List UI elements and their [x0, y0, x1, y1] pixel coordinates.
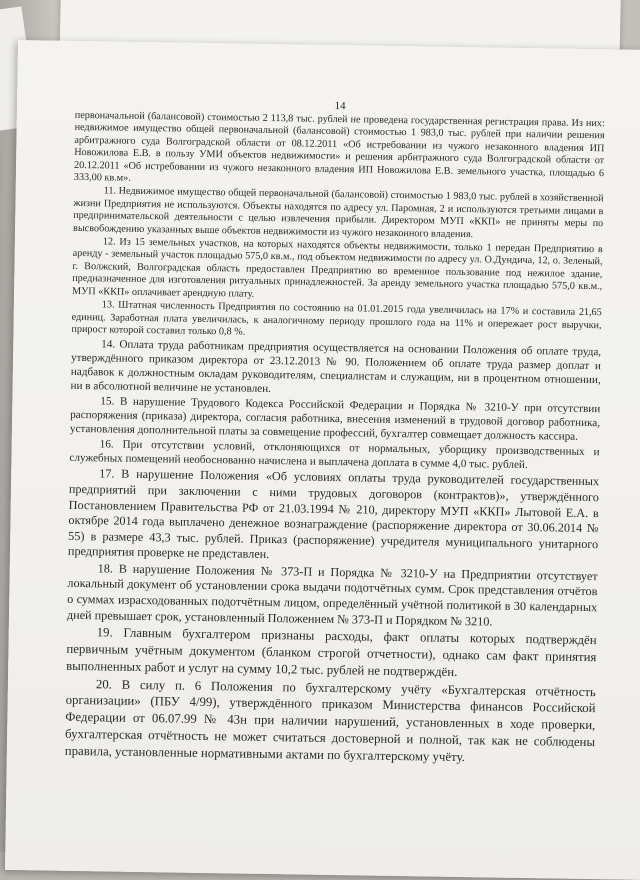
paragraph-19: 19. Главным бухгалтером признаны расходы, факт оплаты которых подтверждён первичным учётным документом (бланком строгой отчетности), однако сам факт принятия выполненных работ и услуг на сумму 10,2 тыс. рублей не подтверждён. [66, 625, 597, 679]
paragraph-18: 18. В нарушение Положения № 373-П и Порядка № 3210-У на Предприятии отсутствует локальный документ об установлении срока выдачи подотчётных сумм. Срок представления отчётов о суммах израсходованных подотчётным лицом, определённый учётной политикой в 30 календарных дней превышает срок, установленный Положением № 373-П и Порядком № 3210. [66, 561, 598, 629]
paragraph-15: 15. В нарушение Трудового Кодекса Российской Федерации и Порядка № 3210-У при отсутствии распоряжения (приказа) директора, согласия работника, внесения изменений в трудовой договор работника, установления дополнительной платы за совмещение профессий, бухгалтер совмещает должность кассира. [69, 395, 601, 444]
paragraph-intro: первоначальной (балансовой) стоимостью 2 113,8 тыс. рублей не проведена государственная регистрация права. Из них: недвижимое имущество общей первоначальной (балансовой) стоимостью 1 983,0 тыс. рублей при наличии решения арбитражного суда Волгоградской области от 08.12.2011 «Об истребовании из чужого незаконного владения ИП Новожилова Е.В. в пользу УМИ объектов недвижимости» и решения арбитражного суда Волгоградской области от 20.12.2011 «Об истребовании из чужого незаконного владения ИП Новожилова Е.В. земельного участка, площадью 6 333,00 кв.м». [73, 109, 605, 184]
paragraph-16: 16. При отсутствии условий, отклоняющихся от нормальных, уборщику производственных и служебных помещений необоснованно начислена и выплачена доплата в сумме 4,0 тыс. рублей. [69, 438, 600, 472]
document-sheet [5, 40, 640, 880]
paragraph-20: 20. В силу п. 6 Положения по бухгалтерскому учёту «Бухгалтерская отчётность организации» (ПБУ 4/99), утверждённого приказом Министерства финансов Российской Федерации от 06.07.99 № 43н при наличии нарушений, установленных в ходе проверки, бухгалтерская отчётность не может считаться достоверной и полной, так как не соблюдены правила, установленные нормативными актами по бухгалтерскому учёту. [64, 676, 596, 764]
paragraph-13: 13. Штатная численность Предприятия по состоянию на 01.01.2015 года увеличилась на 17% и составила 21,65 единиц. Заработная плата увеличилась, к аналогичному периоду прошлого года на 11% и опережает рост выручки, прирост которой составил только 0,8 %. [71, 299, 602, 338]
paragraph-11: 11. Недвижимое имущество общей первоначальной (балансовой) стоимостью 1 983,0 тыс. рублей в хозяйственной жизни Предприятия не используются. Объекты находятся по адресу ул. Паромная, 2 и используются третьими лицами в предпринимательской деятельности с целью извлечения прибыли. Директором МУП «ККП» не приняты меры по высвобождению указанных выше объектов недвижимости из чужого незаконного владения. [72, 185, 604, 240]
document-page [65, 96, 605, 769]
paragraph-17: 17. В нарушение Положения «Об условиях оплаты труда руководителей государственных предприятий при заключении с ними трудовых договоров (контрактов)», утверждённого Постановлением Правительства РФ от 21.03.1994 № 210, директору МУП «ККП» Лытовой Е.А. в октябре 2014 года выплачено денежное вознаграждение (распоряжение директора от 30.06.2014 № 55) в размере 43,3 тыс. рублей. Приказ (распоряжение) учредителя муниципального унитарного предприятия проверке не представлен. [67, 466, 600, 562]
paragraph-14: 14. Оплата труда работникам предприятия осуществляется на основании Положения об оплате труда, утверждённого приказом директора от 23.12.2013 № 90. Положением об оплате труда размер доплат и надбавок к должностным окладам руководителям, специалистам и служащим, ни в процентном отношении, ни в абсолютной величине не установлен. [70, 338, 602, 396]
paragraph-12: 12. Из 15 земельных участков, на которых находятся объекты недвижимости, только 1 передан Предприятию в аренду - земельный участок площадью 575,0 кв.м., под объектом недвижимости по адресу ул. О.Дундича, 12, о. Зеленый, г. Волжский, Волгоградская область предоставлен Предприятию во временное пользование под нежилое здание, предназначенное для изготовления ритуальных принадлежностей. За аренду земельного участка площадью 575,0 кв.м., МУП «ККП» оплачивает арендную плату. [71, 236, 603, 300]
page-number: 14 [334, 99, 346, 113]
